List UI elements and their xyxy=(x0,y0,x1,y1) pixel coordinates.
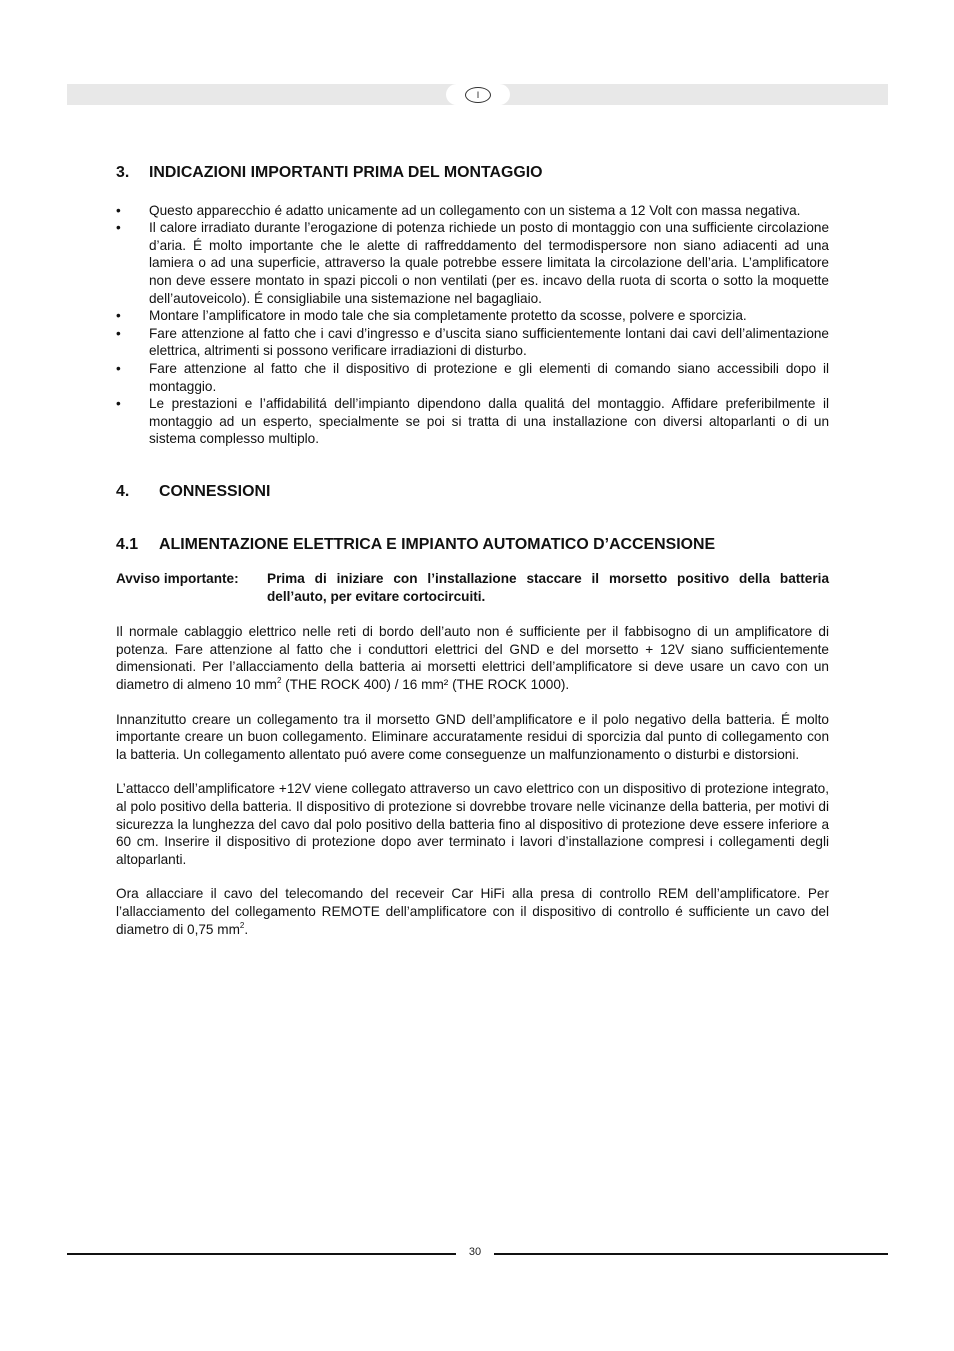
superscript: 2 xyxy=(276,676,282,686)
list-item: • Fare attenzione al fatto che il dispositivo di protezione e gli elementi di comando siano accessibili dopo il montaggio. xyxy=(116,360,829,394)
paragraph-remote: Ora allacciare il cavo del telecomando del receveir Car HiFi alla presa di controllo REM dell’amplificatore. Per l’allacciamento del collegamento REMOTE dell’amplificatore con il dispositivo di controllo é sufficiente un cavo del diametro di 0,75 $mm^2$. xyxy=(116,886,829,937)
paragraph-positive: L’attacco dell’amplificatore +12V viene collegato attraverso un cavo elettrico con un dispositivo di protezione integrato, al polo positivo della batteria. Il dispositivo di protezione si dovrebbe trovare nelle vicinanze della batteria, per motivi di sicurezza la lunghezza del cavo dal polo positivo della batteria fino al dispositivo di protezione deve essere inferiore a 60 cm. Inserire il dispositivo di protezione dopo aver terminato i lavori d’installazione compresi i collegamenti degli altoparlanti. xyxy=(116,781,829,867)
bullet-icon: • xyxy=(116,396,121,412)
list-item: • Il calore irradiato durante l’erogazione di potenza richiede un posto di montaggio con una sufficiente circolazione d’aria. É molto importante che le alette di raffreddamento del termodispersore non siano adiacenti ad una lamiera o ad una superficie, attraverso la quale potrebbe essere limitata la circolazione dell’aria. L’amplificatore non deve essere montato in spazi piccoli o non ventilati (per es. incavo della ruota di scorta o sotto la moquette dell’autoveicolo). É consigliabile una sistemazione nel bagagliaio. xyxy=(116,220,829,306)
section-4-1-heading xyxy=(116,536,829,554)
warning-label: Avviso importante: xyxy=(116,571,239,587)
section-number: 3. xyxy=(116,164,130,181)
section-title: INDICAZIONI IMPORTANTI PRIMA DEL MONTAGGIO xyxy=(149,164,543,181)
paragraph-cabling: Il normale cablaggio elettrico nelle reti di bordo dell’auto non é sufficiente per il fabbisogno di un amplificatore di potenza. Fare attenzione al fatto che i conduttori elettrici del GND e del morsetto + 12V siano sufficientemente dimensionati. Per l’allacciamento della batteria ai morsetti elettrici dell’amplificatore si deve usare un cavo con un diametro di almeno 10 $mm^2$ (THE ROCK 400) / 16 mm² (THE ROCK 1000). xyxy=(116,624,829,693)
bullet-icon: • xyxy=(116,308,121,324)
list-item: • Questo apparecchio é adatto unicamente ad un collegamento con un sistema a 12 Volt con massa negativa. xyxy=(116,202,801,218)
bullet-icon: • xyxy=(116,202,121,218)
page-number: 30 xyxy=(468,1246,482,1258)
installation-notes-list xyxy=(116,202,829,448)
section-3-heading xyxy=(116,164,829,182)
list-item: • Le prestazioni e l’affidabilitá dell’impianto dipendono dalla qualitá del montaggio. Affidare preferibilmente il montaggio ad un esperto, specialmente se poi si tratta di una installazione con diversi altoparlanti o di un sistema complesso multiplo. xyxy=(116,396,829,447)
bullet-icon: • xyxy=(116,360,121,376)
important-warning xyxy=(116,570,829,605)
language-indicator: I xyxy=(465,87,491,103)
section-number: 4.1 xyxy=(116,535,139,553)
section-title: CONNESSIONI xyxy=(159,482,271,500)
superscript: 2 xyxy=(239,920,245,930)
bullet-icon: • xyxy=(116,325,121,341)
warning-text: Prima di iniziare con l’installazione staccare il morsetto positivo della batteria dell’auto, per evitare cortocircuiti. xyxy=(267,571,829,604)
list-item: • Fare attenzione al fatto che i cavi d’ingresso e d’uscita siano sufficientemente lontani dai cavi dell’alimentazione elettrica, altrimenti si possono verificare irradiazioni di disturbo. xyxy=(116,325,829,359)
bullet-icon: • xyxy=(116,220,121,236)
footer-rule-right xyxy=(494,1253,888,1255)
section-4-heading xyxy=(116,483,829,501)
section-title: ALIMENTAZIONE ELETTRICA E IMPIANTO AUTOMATICO D’ACCENSIONE xyxy=(159,535,716,553)
footer-rule-left xyxy=(67,1253,456,1255)
section-number: 4. xyxy=(116,482,130,500)
page-content xyxy=(116,164,829,938)
paragraph-ground: Innanzitutto creare un collegamento tra il morsetto GND dell’amplificatore e il polo negativo della batteria. É molto importante creare un buon collegamento. Eliminare accuratamente residui di sporcizia dal punto di collegamento con la batteria. Un collegamento allentato puó avere come conseguenze un malfunzionamento o disturbi e distorsioni. xyxy=(116,711,829,762)
list-item: • Montare l’amplificatore in modo tale che sia completamente protetto da scosse, polvere e sporcizia. xyxy=(116,308,747,324)
